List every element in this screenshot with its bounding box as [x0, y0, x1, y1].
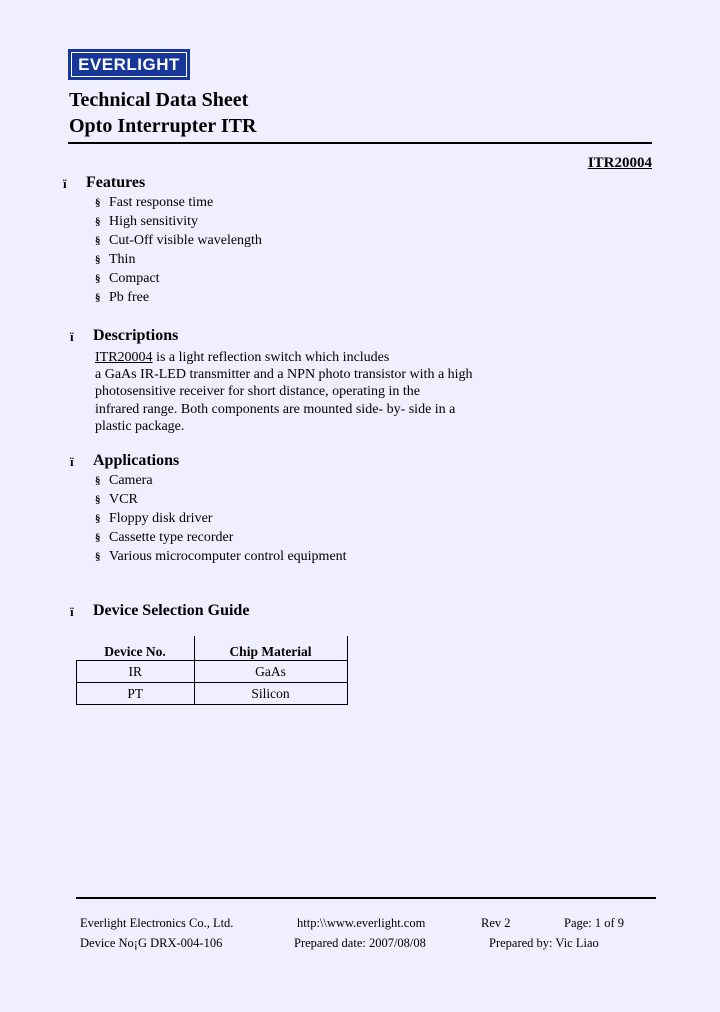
footer-rev: Rev 2 — [481, 916, 511, 930]
paragraph-line: plastic package. — [95, 418, 185, 434]
device-guide-heading: Device Selection Guide — [93, 602, 250, 619]
list-item: § VCR — [95, 492, 138, 507]
device-guide-bullet-icon: ï — [70, 604, 74, 619]
table-cell: Silicon — [194, 683, 347, 705]
footer-page: Page: 1 of 9 — [564, 916, 625, 930]
device-selection-table — [76, 636, 348, 705]
column-header: Chip Material — [194, 636, 347, 661]
table-cell: PT — [77, 683, 195, 705]
list-item: § Camera — [95, 473, 153, 488]
list-item: § Various microcomputer control equipment — [95, 549, 347, 564]
footer-device-no: Device No¡G DRX-004-106 — [80, 936, 223, 950]
logo-text: EVERLIGHT — [71, 52, 187, 77]
footer-url: http:\\www.everlight.com — [297, 916, 426, 930]
footer-prepared-date: Prepared date: 2007/08/08 — [294, 936, 426, 950]
doc-id: ITR20004 — [587, 155, 652, 171]
footer-company: Everlight Electronics Co., Ltd. — [80, 916, 234, 930]
paragraph-line: a GaAs IR-LED transmitter and a NPN photo transistor with a high — [95, 367, 473, 383]
section-mark-icon: § — [95, 475, 101, 487]
page-subtitle: Opto Interrupter ITR — [69, 115, 257, 137]
features-heading: Features — [86, 174, 146, 191]
footer-prepared-by: Prepared by: Vic Liao — [489, 936, 599, 950]
section-mark-icon: § — [95, 235, 101, 247]
section-mark-icon: § — [95, 532, 101, 544]
section-mark-icon: § — [95, 551, 101, 563]
section-mark-icon: § — [95, 494, 101, 506]
section-mark-icon: § — [95, 273, 101, 285]
column-header: Device No. — [77, 636, 195, 661]
features-list — [95, 194, 262, 307]
paragraph-line: infrared range. Both components are mounted side- by- side in a — [95, 401, 456, 417]
section-mark-icon: § — [95, 254, 101, 266]
applications-list — [95, 472, 347, 566]
list-item: § Pb free — [95, 290, 150, 305]
list-item: § High sensitivity — [95, 214, 199, 229]
descriptions-paragraph — [95, 349, 515, 435]
list-item: § Fast response time — [95, 195, 214, 210]
part-number-link: ITR20004 — [95, 350, 153, 365]
list-item: § Floppy disk driver — [95, 511, 213, 526]
page-title: Technical Data Sheet — [69, 89, 249, 111]
descriptions-heading: Descriptions — [93, 327, 179, 344]
features-bullet-icon: ï — [63, 176, 67, 191]
section-mark-icon: § — [95, 513, 101, 525]
table-cell: IR — [77, 661, 195, 683]
footer-rule — [76, 897, 656, 899]
section-mark-icon: § — [95, 292, 101, 304]
descriptions-bullet-icon: ï — [70, 329, 74, 344]
table-header-row — [77, 636, 348, 661]
header-rule — [68, 142, 652, 144]
applications-heading: Applications — [93, 452, 180, 469]
everlight-logo — [68, 49, 190, 80]
list-item: § Thin — [95, 252, 136, 267]
section-mark-icon: § — [95, 216, 101, 228]
paragraph-line: ITR20004 is a light reflection switch which includes — [95, 350, 390, 365]
paragraph-line: photosensitive receiver for short distance, operating in the — [95, 384, 421, 400]
table-cell: GaAs — [194, 661, 347, 683]
applications-bullet-icon: ï — [70, 454, 74, 469]
table-row — [77, 661, 348, 683]
table-row — [77, 683, 348, 705]
list-item: § Compact — [95, 271, 160, 286]
list-item: § Cassette type recorder — [95, 530, 234, 545]
list-item: § Cut-Off visible wavelength — [95, 233, 262, 248]
section-mark-icon: § — [95, 197, 101, 209]
